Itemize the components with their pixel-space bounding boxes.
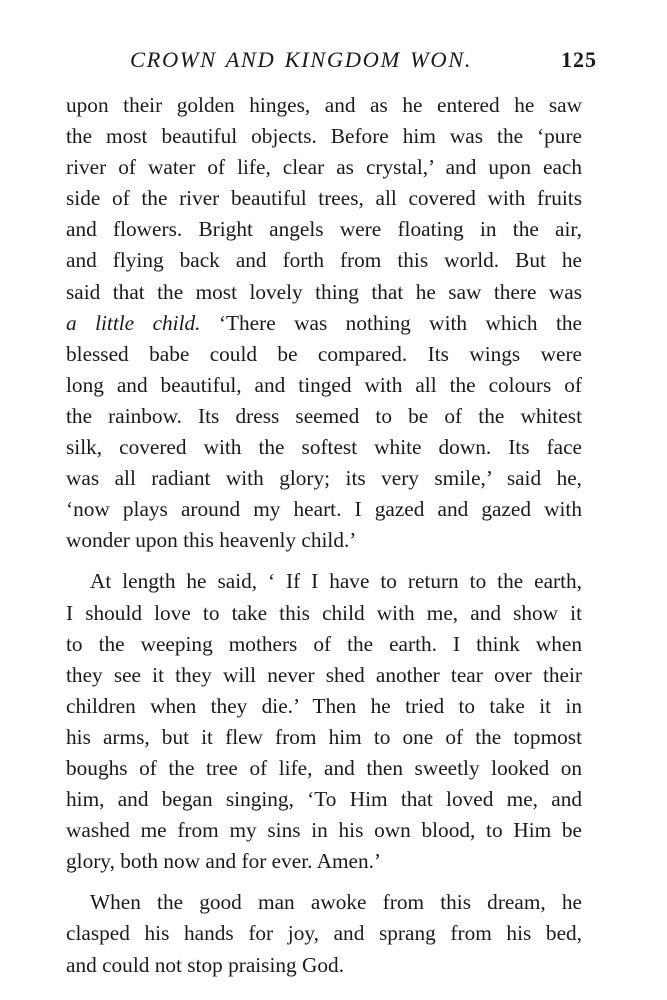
paragraph-1 bbox=[66, 90, 582, 556]
text-line: ‘now plays around my heart. I gazed and gazed with bbox=[66, 497, 582, 522]
italic-phrase: a little child. bbox=[66, 310, 201, 335]
text-line: him, and began singing, ‘To Him that loved me, and bbox=[66, 787, 582, 812]
text-line: clasped his hands for joy, and sprang from his bed, bbox=[66, 921, 582, 946]
text-line: blessed babe could be compared. Its wings were bbox=[66, 341, 582, 366]
text-line: wonder upon this heavenly child.’ bbox=[66, 528, 357, 553]
text-line: and flying back and forth from this world. But he bbox=[66, 248, 582, 273]
paragraph-2 bbox=[66, 566, 582, 877]
body-text bbox=[66, 90, 582, 991]
text-line: silk, covered with the softest white down. Its face bbox=[66, 435, 582, 460]
text-line: washed me from my sins in his own blood, to Him be bbox=[66, 818, 582, 843]
text-line: and flowers. Bright angels were floating in the air, bbox=[66, 217, 582, 242]
text-line: the rainbow. Its dress seemed to be of the whitest bbox=[66, 403, 582, 428]
text-line: glory, both now and for ever. Amen.’ bbox=[66, 849, 382, 874]
running-title: CROWN AND KINGDOM WON. bbox=[130, 47, 473, 72]
text-line: long and beautiful, and tinged with all the colours of bbox=[66, 372, 582, 397]
text-line: boughs of the tree of life, and then sweetly looked on bbox=[66, 755, 582, 780]
text-line-with-italic bbox=[66, 308, 582, 339]
text-line: river of water of life, clear as crystal,’ and upon each bbox=[66, 155, 582, 180]
page-number: 125 bbox=[561, 47, 597, 72]
text-span: ‘There was nothing with which the bbox=[200, 310, 582, 335]
running-header bbox=[66, 42, 597, 78]
text-line: upon their golden hinges, and as he entered he saw bbox=[66, 93, 582, 117]
text-line: his arms, but it flew from him to one of the topmost bbox=[66, 724, 582, 749]
paragraph-3 bbox=[66, 887, 582, 980]
text-line: to the weeping mothers of the earth. I think when bbox=[66, 631, 582, 656]
text-line: children when they die.’ Then he tried to take it in bbox=[66, 693, 582, 718]
text-line: side of the river beautiful trees, all covered with fruits bbox=[66, 186, 582, 211]
text-line: and could not stop praising God. bbox=[66, 952, 345, 977]
text-line: they see it they will never shed another tear over their bbox=[66, 662, 582, 687]
text-line: At length he said, ‘ If I have to return to the earth, bbox=[90, 569, 582, 594]
text-line: said that the most lovely thing that he saw there was bbox=[66, 279, 582, 304]
text-line: When the good man awoke from this dream, he bbox=[90, 890, 582, 915]
text-line: I should love to take this child with me, and show it bbox=[66, 600, 582, 625]
text-line: the most beautiful objects. Before him was the ‘pure bbox=[66, 124, 582, 149]
text-line: was all radiant with glory; its very smile,’ said he, bbox=[66, 466, 582, 491]
